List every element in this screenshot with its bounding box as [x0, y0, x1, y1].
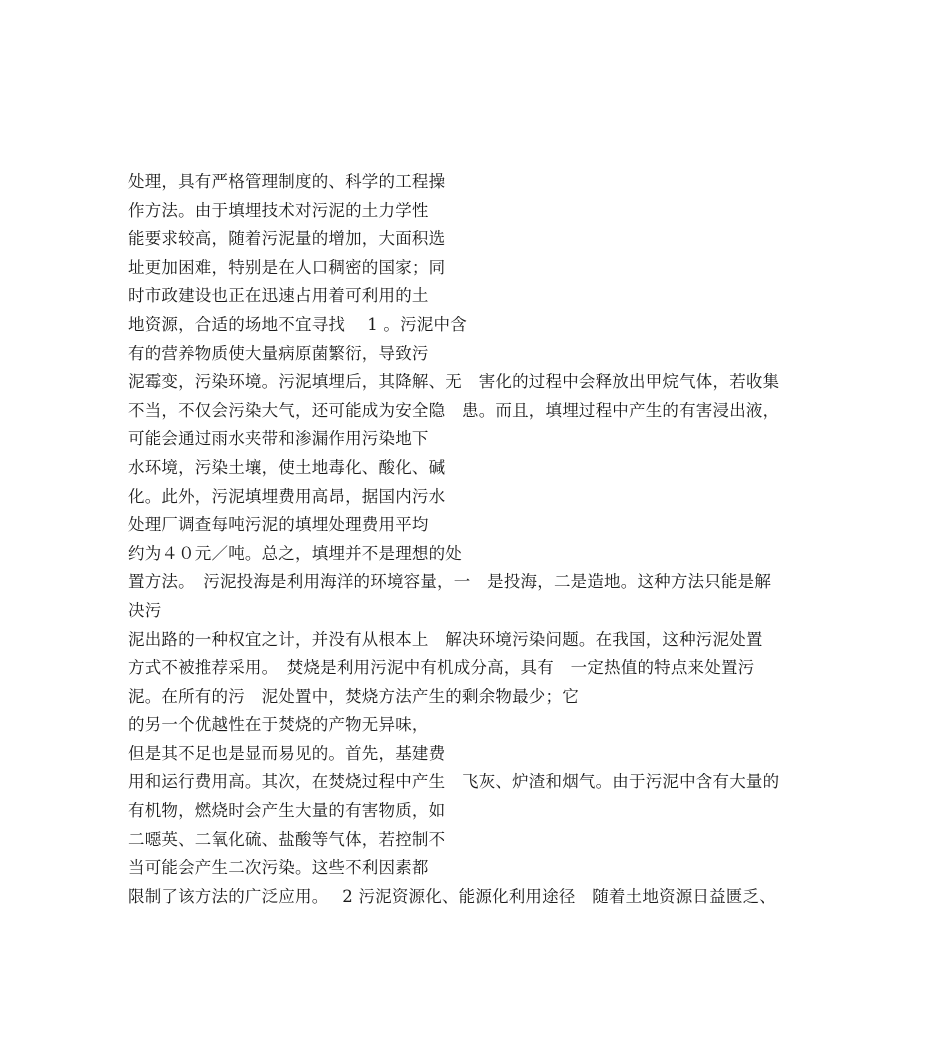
text-line: 约为４０元／吨。总之，填埋并不是理想的处 [128, 543, 462, 563]
text-line: 处理，具有严格管理制度的、科学的工程操 [128, 172, 446, 191]
text-line: 处理厂调查每吨污泥的填埋处理费用平均 [128, 515, 429, 535]
text-line: 址更加困难，特别是在人口稠密的国家；同 [128, 257, 446, 277]
text-line: 泥出路的一种权宜之计，并没有从根本上 解决环境污染问题。在我国，这种污泥处置 [128, 629, 763, 649]
text-line: 化。此外，污泥填埋费用高昂，据国内污水 [128, 486, 446, 506]
text-line: 泥。在所有的污 泥处置中，焚烧方法产生的剩余物最少；它 [128, 686, 579, 706]
text-line: 当可能会产生二次污染。这些不利因素都 [128, 858, 429, 878]
text-line: 不当，不仅会污染大气，还可能成为安全隐 患。而且，填埋过程中产生的有害浸出液， [128, 400, 780, 420]
text-line: 可能会通过雨水夹带和渗漏作用污染地下 [128, 429, 429, 449]
text-line: 方式不被推荐采用。 焚烧是利用污泥中有机成分高，具有 一定热值的特点来处置污 [128, 658, 755, 678]
body-text [128, 168, 828, 911]
text-line: 能要求较高，随着污泥量的增加，大面积选 [128, 229, 446, 249]
text-line: 地资源，合适的场地不宜寻找 1 。污泥中含 [128, 314, 467, 334]
text-line: 用和运行费用高。其次，在焚烧过程中产生 飞灰、炉渣和烟气。由于污泥中含有大量的 [128, 772, 780, 792]
text-line: 限制了该方法的广泛应用。 2 污泥资源化、能源化利用途径 随着土地资源日益匮乏、 [128, 886, 776, 906]
text-line: 置方法。 污泥投海是利用海洋的环境容量，一 是投海，二是造地。这种方法只能是解 [128, 572, 772, 592]
text-line: 有机物，燃烧时会产生大量的有害物质，如 [128, 801, 446, 821]
text-line: 的另一个优越性在于焚烧的产物无异味， [128, 715, 429, 735]
text-line: 有的营养物质使大量病原菌繁衍，导致污 [128, 343, 429, 363]
text-line: 但是其不足也是显而易见的。首先，基建费 [128, 743, 446, 763]
text-line: 时市政建设也正在迅速占用着可利用的土 [128, 286, 429, 306]
text-line: 二噁英、二氧化硫、盐酸等气体，若控制不 [128, 829, 446, 849]
text-line: 作方法。由于填埋技术对污泥的土力学性 [128, 200, 429, 220]
text-line: 决污 [128, 600, 162, 620]
text-line: 水环境，污染土壤，使土地毒化、酸化、碱 [128, 457, 446, 477]
text-line: 泥霉变，污染环境。污泥填埋后，其降解、无 害化的过程中会释放出甲烷气体，若收集 [128, 372, 780, 392]
